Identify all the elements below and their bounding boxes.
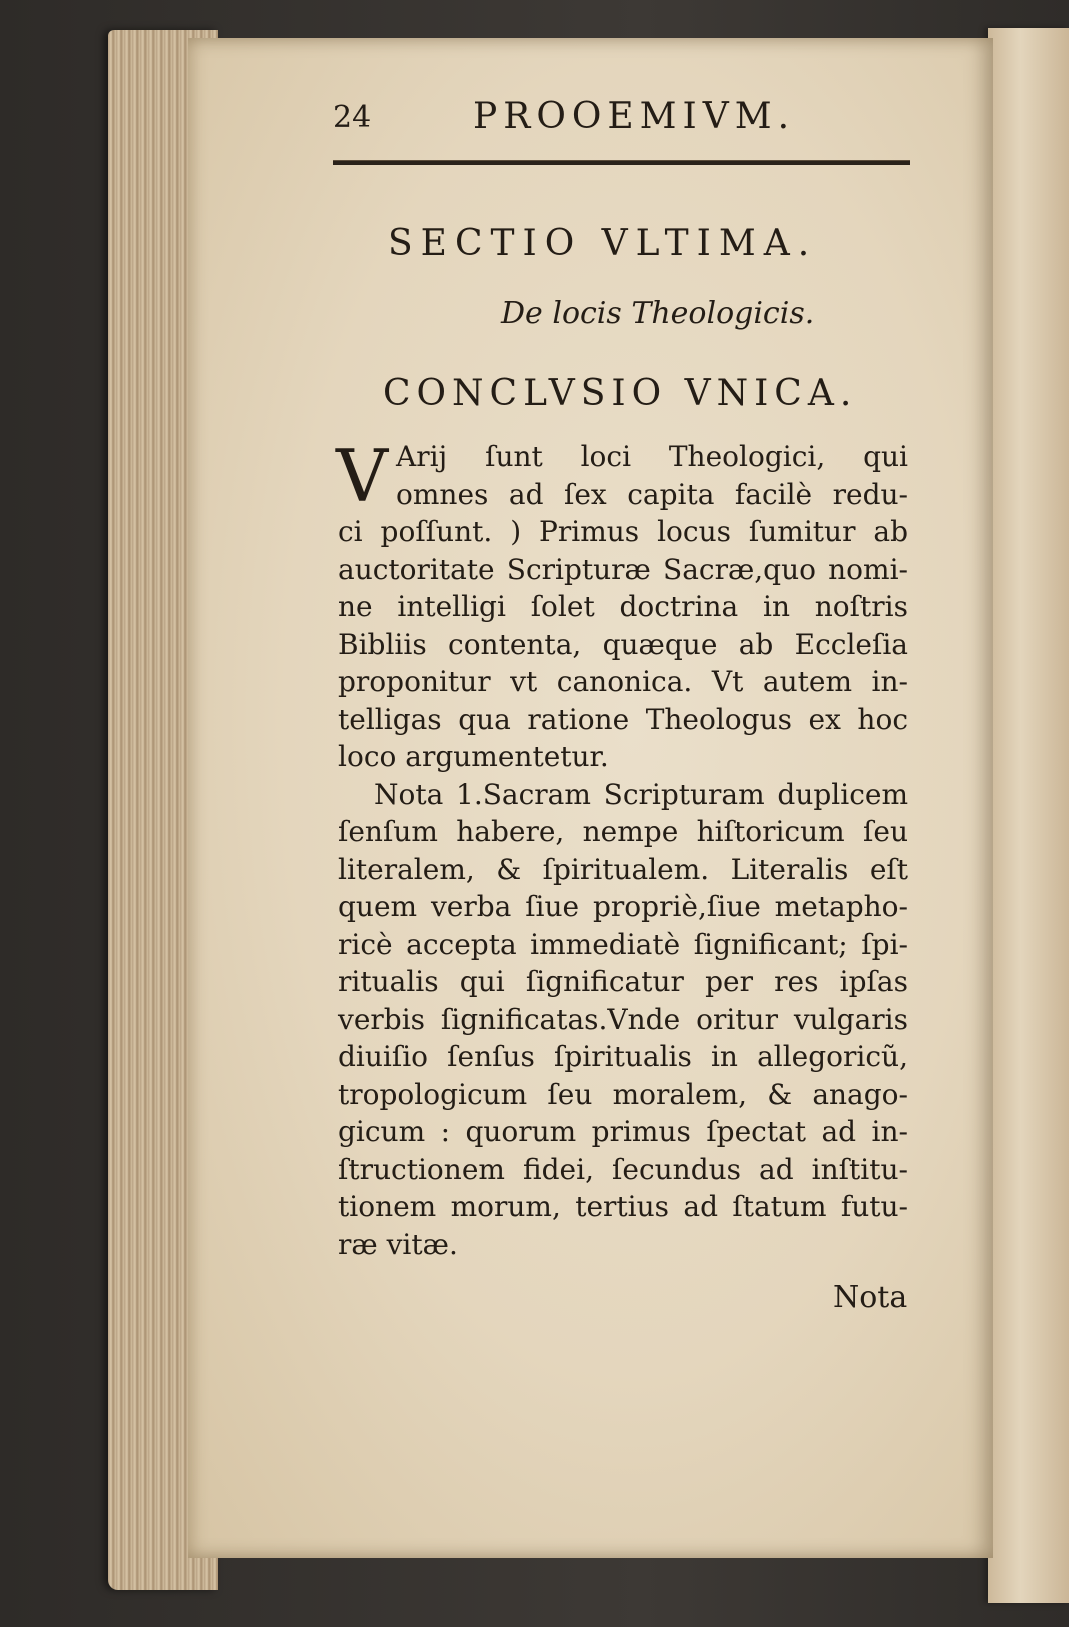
text-line: telligas qua ratione Theologus ex hoc [338, 702, 908, 736]
book-page [188, 38, 993, 1558]
facing-page-edge [988, 28, 1069, 1603]
text-line: ritualis qui ſignificatur per res ipſas [338, 965, 908, 998]
text-line: proponitur vt canonica. Vt autem in- [338, 665, 908, 698]
running-head: PROOEMIVM. [473, 96, 796, 137]
text-line: loco argumentetur. [338, 740, 609, 773]
text-line: ne intelligi ſolet doctrina in noſtris [338, 590, 908, 623]
text-line: diuiſio ſenſus ſpiritualis in allegoricũ, [338, 1040, 908, 1073]
section-title: SECTIO VLTIMA. [388, 223, 818, 264]
catchword: Nota [833, 1280, 908, 1315]
text-line: ci poſſunt. ) Primus locus ſumitur ab [338, 515, 908, 548]
header-rule [333, 160, 910, 165]
text-line: Nota 1.Sacram Scripturam duplicem [374, 777, 908, 811]
text-line: auctoritate Scripturæ Sacræ,quo nomi- [338, 552, 908, 586]
text-line: tropologicum ſeu moralem, & anago- [338, 1077, 908, 1111]
drop-cap: V [336, 434, 388, 518]
text-line: verbis ſignificatas.Vnde oritur vulgaris [338, 1002, 908, 1036]
text-line: quem verba ſiue propriè,ſiue metapho- [338, 890, 908, 923]
text-line: ſtructionem fidei, ſecundus ad inſtitu- [338, 1152, 908, 1186]
text-line: Bibliis contenta, quæque ab Eccleſia [338, 627, 908, 661]
text-line: gicum : quorum primus ſpectat ad in- [338, 1115, 908, 1148]
conclusion-title: CONCLVSIO VNICA. [383, 373, 858, 414]
page-number: 24 [333, 100, 372, 135]
text-line: omnes ad ſex capita facilè redu- [396, 477, 908, 511]
body-text [336, 434, 908, 1263]
text-line: literalem, & ſpiritualem. Literalis eſt [338, 852, 908, 886]
text-line: ſenſum habere, nempe hiſtoricum ſeu [338, 815, 908, 848]
subsection-title: De locis Theologicis. [501, 296, 815, 331]
text-line: ræ vitæ. [338, 1227, 458, 1261]
text-line: Arij ſunt loci Theologici, qui [396, 440, 908, 473]
text-line: ricè accepta immediatè ſignificant; ſpi- [338, 927, 908, 961]
text-line: tionem morum, tertius ad ſtatum futu- [338, 1190, 908, 1223]
